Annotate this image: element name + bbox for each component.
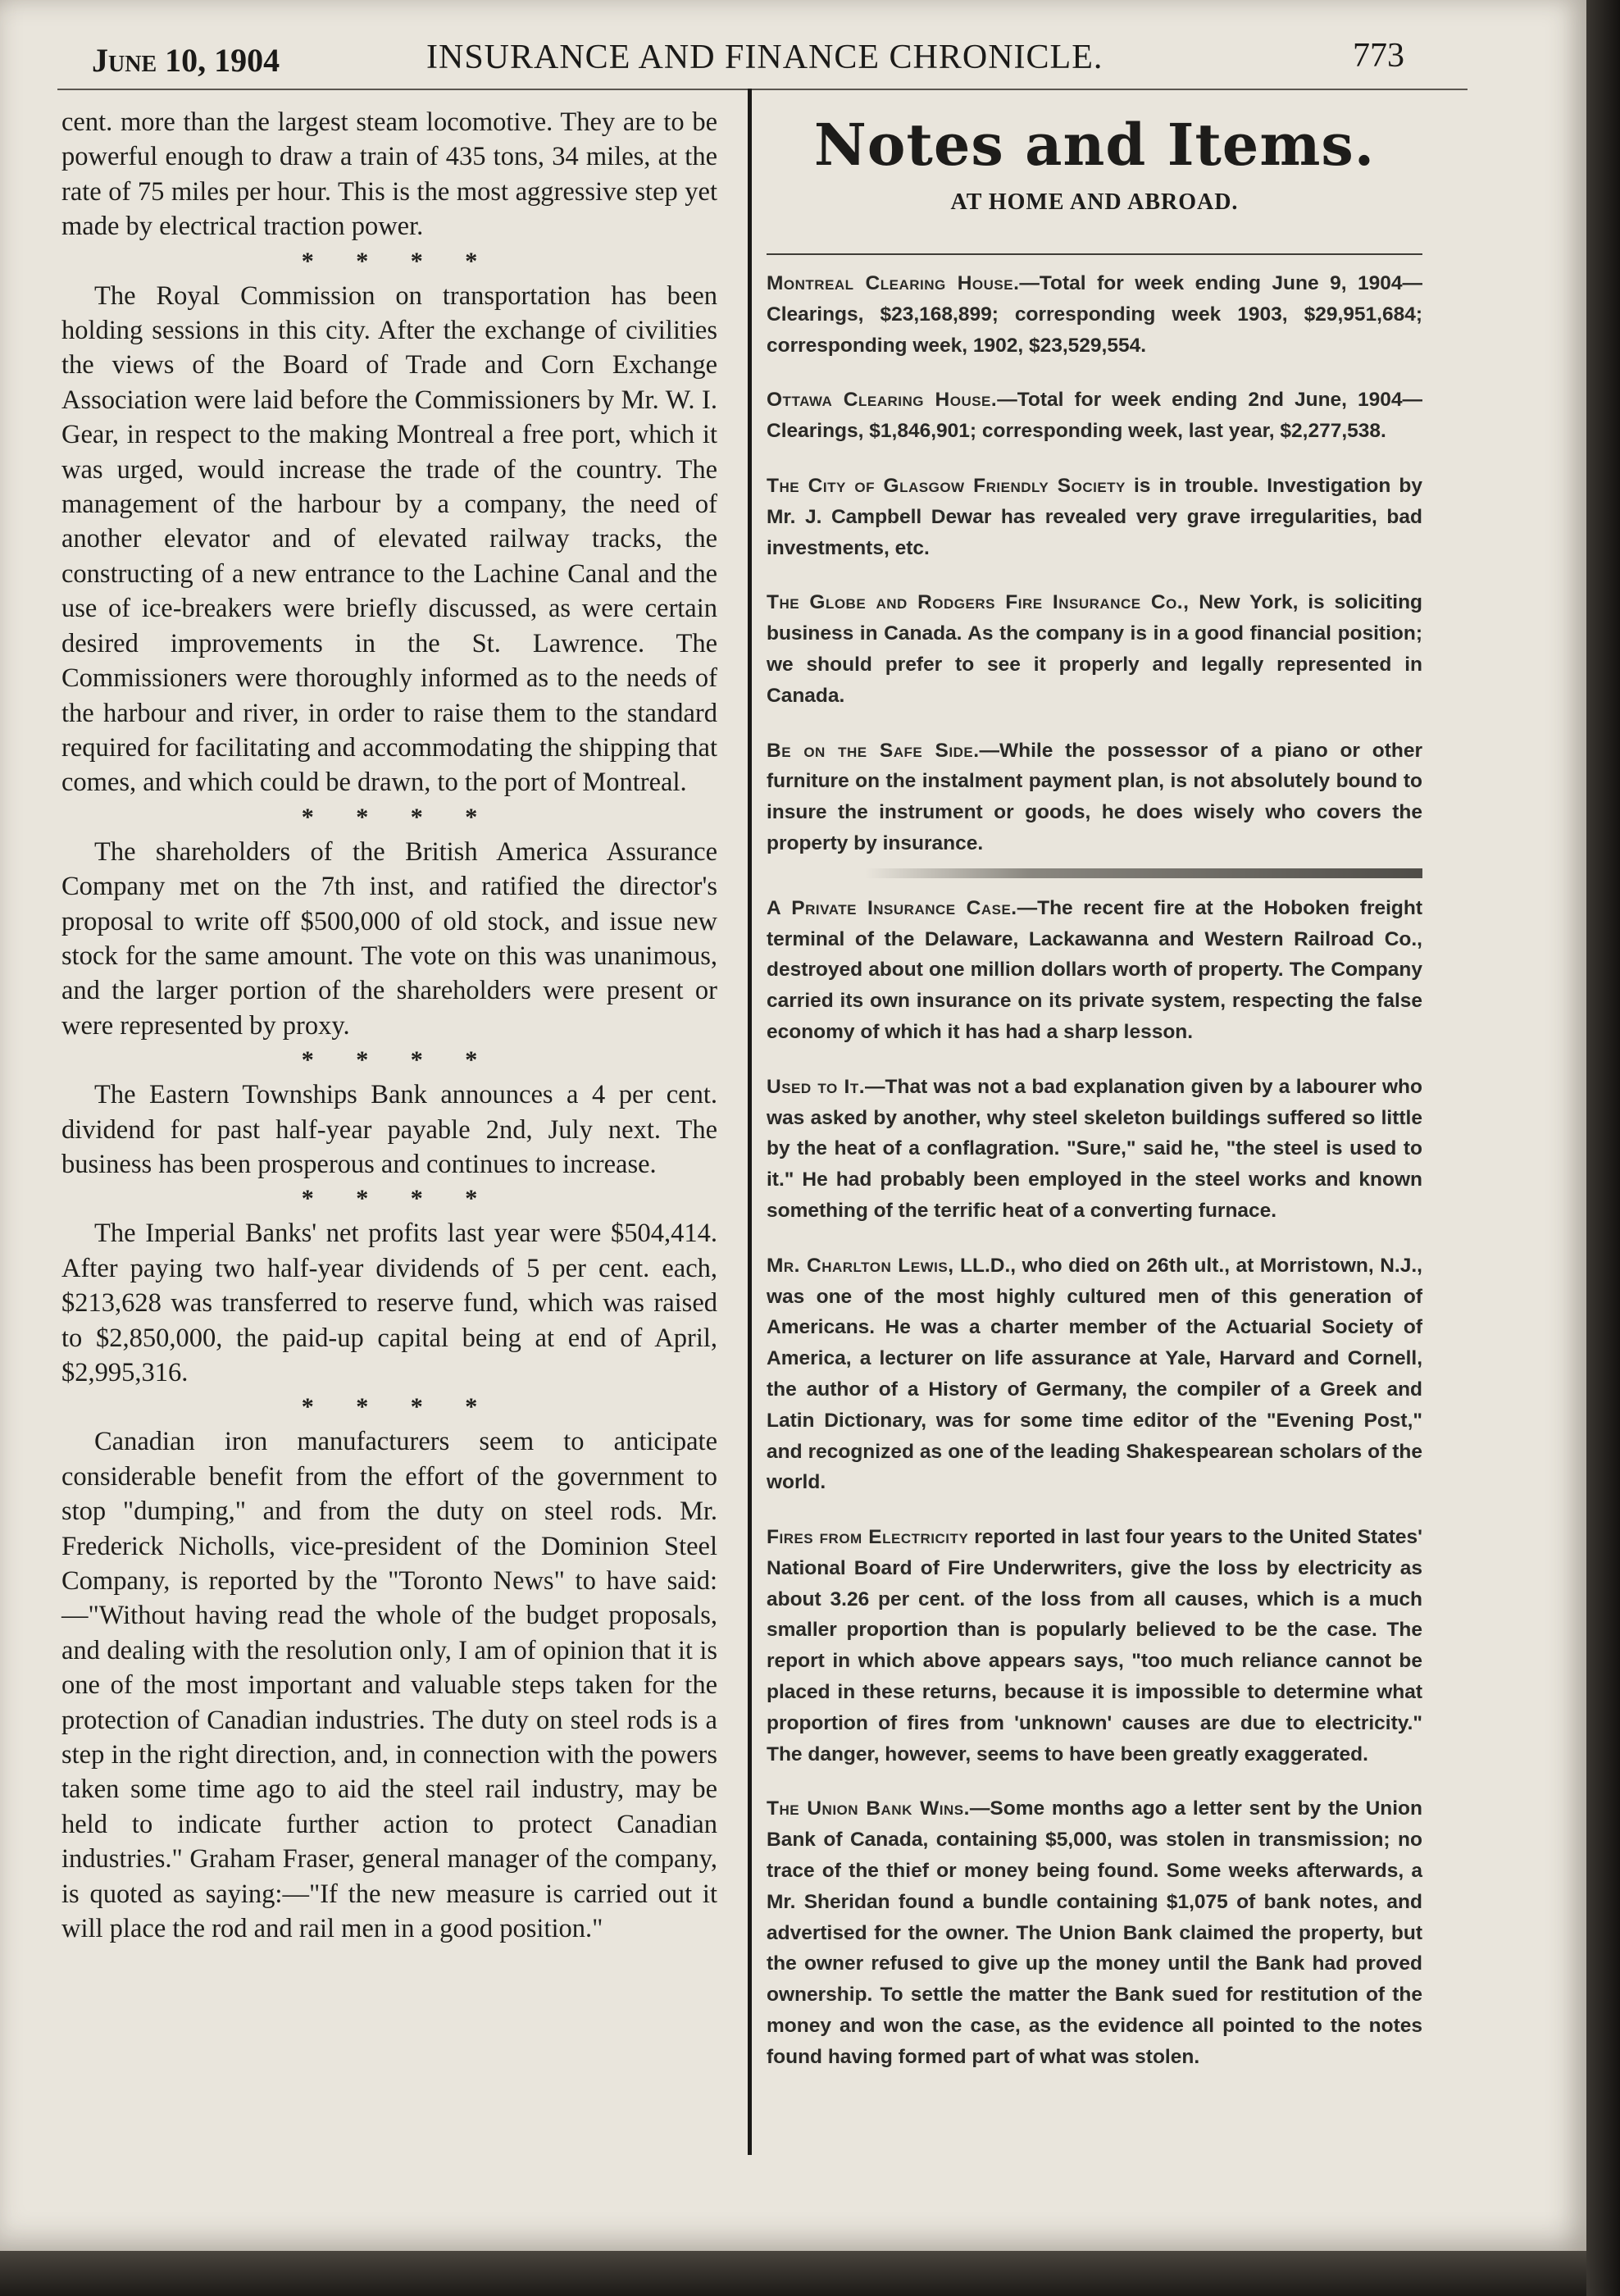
news-item-heading: Be on the Safe Side. — [767, 739, 980, 762]
news-item-body: —Total for week ending 2nd June, 1904—Clearings, $1,846,901; corresponding week, last year, $2,277,538. — [767, 389, 1423, 443]
news-item-heading: A Private Insurance Case. — [767, 896, 1017, 919]
print-smudge — [767, 868, 1422, 878]
section-separator: * * * * — [301, 803, 496, 831]
section-separator: * * * * — [301, 1046, 496, 1074]
section-separator: * * * * — [301, 1393, 496, 1421]
right-column — [767, 102, 1422, 2097]
paragraph-royal-commission: The Royal Commission on transportation has been holding sessions in this city. After the exchange of civilities the views of the Board of Trade and Corn Exchange Association were laid before the Commissioners by Mr. W. I. Gear, in respect to the making Montreal a free port, which it was urged, would increase the trade of the country. The management of the harbour by a company, the need of another elevator and of elevated railway tracks, the constructing of a new entrance to the Lachine Canal and the use of ice-breakers were briefly discussed, as were certain desired improvements in the St. Lawrence. The Commissioners were thoroughly informed as to the needs of the harbour and river, in order to raise them to the standard required for facilitating and accommodating the shipping that comes, and which could be drawn, to the port of Montreal. — [61, 280, 717, 798]
news-item-body: —The recent fire at the Hoboken freight terminal of the Delaware, Lackawanna and Western Railroad Co., destroyed about one million dollars worth of property. The Company carried its own insurance on its private system, respecting the false economy of which it has had a sharp lesson. — [767, 896, 1422, 1043]
section-rule — [767, 253, 1422, 255]
publication-title: INSURANCE AND FINANCE CHRONICLE. — [426, 39, 1104, 76]
page-number: 773 — [1353, 37, 1404, 75]
news-item — [767, 893, 1422, 1048]
news-item — [767, 736, 1422, 859]
news-item-heading: The City of Glasgow Friendly Society — [767, 474, 1126, 497]
news-item-heading: The Globe and Rodgers Fire Insurance Co., — [767, 591, 1190, 614]
news-item — [767, 1522, 1422, 1770]
section-separator: * * * * — [301, 247, 496, 275]
paragraph-british-america: The shareholders of the British America Assurance Company met on the 7th inst, and ratified the director's proposal to write off $500,000 of old stock, and issue new stock for the same amount. The vote on this was unanimous, and the larger portion of the shareholders were present or were represented by proxy. — [61, 836, 717, 1041]
news-items — [767, 268, 1422, 2073]
news-item — [767, 471, 1422, 563]
news-item-body: New York, is soliciting business in Canada. As the company is in a good financial position; we should prefer to see it properly and legally represented in Canada. — [767, 591, 1422, 707]
paragraph-imperial-bank: The Imperial Banks' net profits last year were $504,414. After paying two half-year dividends of 5 per cent. each, $213,628 was transferred to reserve fund, which was raised to $2,850,000, the paid-up capital being at end of April, $2,995,316. — [61, 1219, 717, 1387]
news-item-heading: Ottawa Clearing House. — [767, 389, 998, 412]
news-item-body: LL.D., who died on 26th ult., at Morristown, N.J., was one of the most highly cultured men of this generation of Americans. He was a charter member of the Actuarial Society of America, a lecturer on life assurance at Yale, Harvard and Cornell, the author of a History of Germany, the compiler of a Greek and Latin Dictionary, was for some time editor of the "Evening Post," and recognized as one of the leading Shakespearean scholars of the world. — [767, 1254, 1422, 1494]
scan-edge-bottom — [0, 2251, 1586, 2296]
running-head — [0, 30, 1586, 79]
news-item-heading: The Union Bank Wins. — [767, 1797, 970, 1820]
paragraph-locomotive: cent. more than the largest steam locomotive. They are to be powerful enough to draw a train of 435 tons, 34 miles, at the rate of 75 miles per hour. This is the most aggressive step yet made by electrical traction power. — [61, 107, 717, 242]
section-separator: * * * * — [301, 1185, 496, 1213]
paragraph-eastern-townships: The Eastern Townships Bank announces a 4 per cent. dividend for past half-year payable 2nd, July next. The business has been prosperous and continues to increase. — [61, 1080, 717, 1179]
section-subtitle: AT HOME AND ABROAD. — [950, 189, 1239, 215]
column-divider — [748, 89, 752, 2155]
news-item — [767, 1250, 1422, 1498]
news-item — [767, 1072, 1422, 1227]
paragraph-canadian-iron: Canadian iron manufacturers seem to anticipate considerable benefit from the effort of the government to stop "dumping," and from the duty on steel rods. Mr. Frederick Nicholls, vice-president of the Dominion Steel Company, is reported by the "Toronto News" to have said:—"Without having read the whole of the budget proposals, and dealing with the resolution only, I am of opinion that it is one of the most important and valuable steps taken for the protection of Canadian industries. The duty on steel rods is a step in the right direction, and, in connection with the powers taken some time ago to aid the steel rail industry, may be held to indicate further action to protect Canadian industries." Graham Fraser, general manager of the company, is quoted as saying:—"If the new measure is carried out it will place the rod and rail men in a good position." — [61, 1427, 717, 1944]
header-rule — [57, 89, 1468, 90]
issue-date: June 10, 1904 — [92, 42, 280, 79]
news-item — [767, 268, 1422, 361]
news-item-body: —Some months ago a letter sent by the Union Bank of Canada, containing $5,000, was stolen in transmission; no trace of the thief or money being found. Some weeks afterwards, a Mr. Sheridan found a bundle containing $1,075 of bank notes, and advertised for the owner. The Union Bank claimed the property, but the owner refused to give up the money until the Bank had proved ownership. To settle the matter the Bank sued for restitution of the money and won the case, as the evidence all pointed to the notes found having formed part of what was stolen. — [767, 1797, 1422, 2068]
left-column — [61, 105, 717, 1947]
news-item-body: —That was not a bad explanation given by a labourer who was asked by another, why steel skeleton buildings suffered so little by the heat of a conflagration. "Sure," said he, "the steel is used to it." He had probably been employed in the steel works and known something of the terrific heat of a converting furnace. — [767, 1075, 1422, 1222]
news-item — [767, 385, 1422, 447]
news-item-body: reported in last four years to the United States' National Board of Fire Underwriters, give the loss by electricity as about 3.26 per cent. of the loss from all causes, which is a much smaller proportion than is popularly believed to be the case. The report in which above appears says, "too much reliance cannot be placed in these returns, because it is impossible to determine what proportion of fires from 'unknown' causes are due to electricity." The danger, however, seems to have been greatly exaggerated. — [767, 1526, 1422, 1765]
news-item — [767, 1793, 1422, 2072]
news-item-body: —Total for week ending June 9, 1904—Clearings, $23,168,899; corresponding week 1903, $29,951,684; corresponding week, 1902, $23,529,554. — [767, 272, 1422, 357]
section-title: Notes and Items. — [813, 111, 1376, 179]
news-item-heading: Mr. Charlton Lewis, — [767, 1254, 954, 1277]
news-item-heading: Fires from Electricity — [767, 1526, 969, 1549]
news-item-body: is in trouble. Investigation by Mr. J. Campbell Dewar has revealed very grave irregularities, bad investments, etc. — [767, 474, 1423, 559]
news-item-heading: Montreal Clearing House. — [767, 272, 1020, 294]
news-item-heading: Used to It. — [767, 1075, 866, 1098]
scan-edge-right — [1586, 0, 1620, 2296]
news-item-body: —While the possessor of a piano or other furniture on the instalment payment plan, is not absolutely bound to insure the instrument or goods, he does wisely who covers the property by insurance. — [767, 739, 1422, 854]
news-item — [767, 587, 1422, 711]
